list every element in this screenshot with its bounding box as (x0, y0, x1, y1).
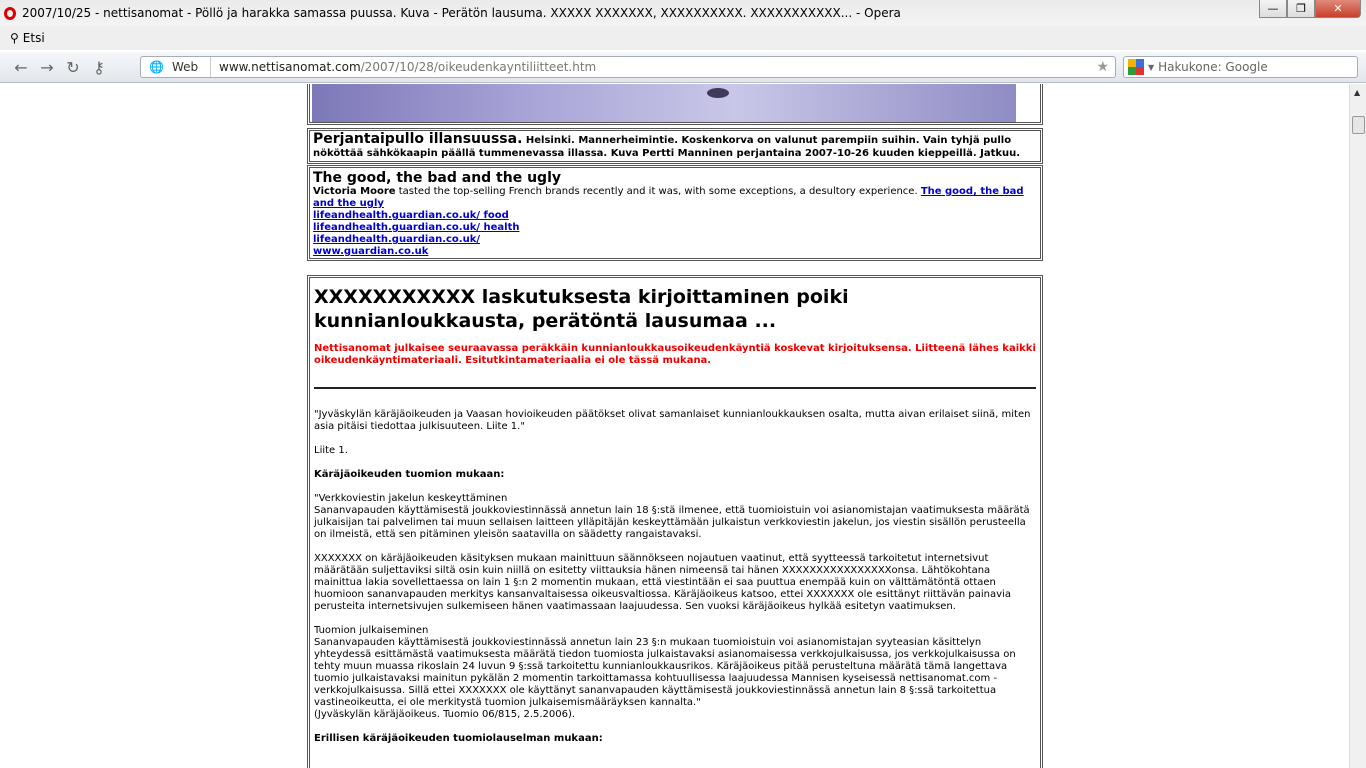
search-placeholder: Hakukone: Google (1158, 60, 1268, 74)
menu-bar (0, 26, 1366, 50)
url-text[interactable] (211, 60, 596, 74)
section-heading: Erillisen käräjäoikeuden tuomiolauselman mukaan: (314, 733, 603, 744)
item-title: Perjantaipullo illansuussa. (313, 131, 523, 147)
restore-button[interactable]: ❐ (1287, 0, 1315, 18)
reload-button[interactable]: ↻ (66, 57, 80, 77)
section-heading: Käräjäoikeuden tuomion mukaan: (314, 469, 505, 480)
dropdown-arrow-icon[interactable]: ▼ (1148, 62, 1155, 72)
photo (312, 84, 1016, 122)
minimize-button[interactable]: — (1259, 0, 1287, 18)
paragraph: Liite 1. (314, 445, 348, 456)
article-title: XXXXXXXXXXX laskutuksesta kirjoittaminen poiki kunnianloukkausta, perätöntä lausumaa ... (314, 286, 849, 332)
web-badge[interactable] (141, 57, 211, 77)
search-icon: ⚲ (10, 31, 19, 45)
paragraph: "Jyväskylän käräjäoikeuden ja Vaasan hovioikeuden päätökset olivat samanlaiset kunnianloukkauksen osalta, mutta aivan erilaiset siinä, miten asia pitäisi tiedottaa julkisuuteen. Liite 1." (314, 409, 1031, 432)
item-text: Helsinki. Mannerheimintie. Koskenkorva on valunut parempiin suihin. Vain tyhjä pullo nököttää sähkökaapin päällä tummenevassa illassa. Kuva Pertti Manninen perjantaina 2007-10-26 kuuden kieppeillä. Jatkuu. (313, 135, 1021, 159)
key-icon[interactable]: ⚷ (93, 57, 105, 77)
paragraph: XXXXXXX on käräjäoikeuden käsityksen mukaan mainittuun säännökseen nojautuen vaatinut, että syytteessä tarkoitetut internetsivut määrätään suljettaviksi siltä osin kuin niillä on esitetty viittauksia hänen nimeensä tai hänen XXXXXXXXXXXXXXXXonsa. Lähtökohtana mainittua lakia sovellettaessa on lain 1 §:n 2 momentin mukaan, että viestintään ei saa puuttua enempää kuin on välttämätöntä ottaen huomioon sananvapauden merkitys kansanvaltaisessa oikeusvaltiossa. Käräjäoikeus katsoo, ettei XXXXXXX ole esittänyt riittävän painavia perusteita internetsivujen sulkemiseen hänen vaatimassaan laajuudessa. Sen vuoksi käräjäoikeus hylkää esitetyn vaatimuksen. (314, 553, 1011, 612)
window-title: 2007/10/25 - nettisanomat - Pöllö ja harakka samassa puussa. Kuva - Perätön lausuma. XXXXX XXXXXXX, XXXXXXXXXX. XXXXXXXXXXX... - Opera (22, 6, 901, 20)
scroll-up-icon[interactable]: ▲ (1354, 88, 1361, 97)
paragraph: Sananvapauden käyttämisestä joukkoviestinnässä annetun lain 18 §:stä ilmenee, että tuomioistuin voi asianomistajan vaatimuksesta määrätä julkaisijan tai palvelimen tai muun sellaisen laitteen ylläpitäjän keskeyttämään julkaistun verkkoviestin jakelun, jos viestin sisällön perusteella on ilmeistä, että sen pitäminen yleisön saatavilla on säädetty rangaistavaksi. (314, 505, 1030, 540)
forward-button[interactable]: → (40, 57, 54, 77)
scrollbar-thumb[interactable] (1352, 116, 1365, 134)
opera-logo-icon (4, 7, 16, 20)
back-button[interactable]: ← (14, 57, 28, 77)
subheading: Tuomion julkaiseminen (314, 625, 429, 636)
article (307, 275, 1043, 768)
item-title: The good, the bad and the ugly (313, 170, 562, 186)
search-engine-field[interactable] (1123, 56, 1358, 78)
close-button[interactable]: ✕ (1315, 0, 1361, 18)
page-content (0, 84, 1349, 768)
address-bar[interactable] (140, 56, 1116, 78)
news-item-good-bad-ugly (307, 165, 1043, 261)
divider (314, 387, 1036, 389)
article-lead: Nettisanomat julkaisee seuraavassa peräkkäin kunnianloukkausoikeudenkäyntiä koskevat kirjoituksensa. Liitteenä lähes kaikki oikeudenkäyntimateriaali. Esitutkintamateriaalia ei ole tässä mukana. (314, 343, 1036, 366)
article-link[interactable]: The good, the bad and the ugly (313, 186, 1024, 209)
link-lifeandhealth[interactable]: lifeandhealth.guardian.co.uk/ (313, 234, 481, 245)
citation: (Jyväskylän käräjäoikeus. Tuomio 06/815, 2.5.2006). (314, 709, 576, 720)
url-path: /2007/10/28/oikeudenkayntiliitteet.htm (360, 60, 597, 74)
globe-icon: 🌐 (149, 60, 164, 74)
google-icon (1128, 59, 1144, 75)
author: Victoria Moore (313, 186, 396, 197)
vertical-scrollbar[interactable] (1349, 84, 1366, 768)
subheading: "Verkkoviestin jakelun keskeyttäminen (314, 493, 508, 504)
link-food[interactable]: lifeandhealth.guardian.co.uk/ food (313, 210, 509, 221)
title-bar (0, 0, 1366, 26)
link-health[interactable]: lifeandhealth.guardian.co.uk/ health (313, 222, 520, 233)
bookmark-star-icon[interactable]: ★ (1096, 59, 1109, 75)
toolbar (0, 52, 1366, 83)
item-text: tasted the top-selling French brands recently and it was, with some exceptions, a desultory experience. (395, 186, 921, 197)
news-item-perjantaipullo (307, 128, 1043, 164)
url-domain: www.nettisanomat.com (219, 60, 361, 74)
web-label: Web (171, 60, 199, 74)
paragraph: Sananvapauden käyttämisestä joukkoviestinnässä annetun lain 23 §:n mukaan tuomioistuin voi asianomistajan syyteasian käsittelyn yhteydessä esittämästä vaatimuksesta määrätä tiedon tuomiosta julkaistavaksi asianomaisessa verkkojulkaisussa, jos verkkojulkaisussa on tehty muun muassa rikoslain 24 luvun 9 §:ssä tarkoitettu kunnianloukkausrikos. Käräjäoikeus pitää perusteltuna määrätä tämä langettava tuomio julkaistavaksi mainitun pykälän 2 momentin tarkoittamassa kohtuullisessa laajuudessa Mannisen kyseisessä nettisanomat.com -verkkojulkaisussa. Sillä ettei XXXXXXX ole käyttänyt sananvapauden käyttämisestä joukkoviestinnässä annetun lain 8 §:ssä tarkoitettua vastineoikeutta, ei ole merkitystä tuomion julkaisemismääräyksen kannalta." (314, 637, 1016, 708)
photo-box (307, 84, 1043, 125)
search-menu-button[interactable]: Etsi (22, 31, 45, 45)
link-guardian[interactable]: www.guardian.co.uk (313, 246, 429, 257)
